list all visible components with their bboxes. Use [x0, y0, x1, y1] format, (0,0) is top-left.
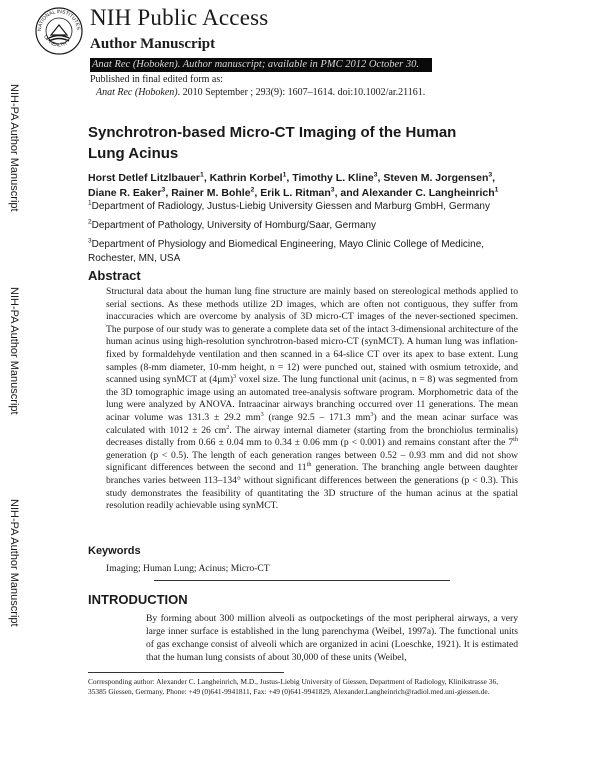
affiliation-3: $^3$Department of Physiology and Biomedical Engineering, Mayo Clinic College of Medicine, Rochester, MN, USA	[88, 237, 485, 264]
keywords-heading: Keywords	[88, 545, 141, 557]
affiliation-2: $^2$Department of Pathology, University of Homburg/Saar, Germany	[88, 218, 377, 231]
seal-text-top: NATIONAL INSTITUTES	[36, 8, 82, 32]
sidebar-label-bottom: NIH-PA Author Manuscript	[8, 499, 20, 627]
footnote-divider	[88, 672, 284, 673]
author-affiliation-mark: 1	[282, 171, 287, 179]
author-name: Erik L. Ritman	[260, 187, 331, 199]
sidebar-label-middle: NIH-PA Author Manuscript	[8, 287, 20, 415]
author-manuscript-label: Author Manuscript	[90, 36, 216, 52]
section-divider	[154, 580, 450, 581]
abstract-superscript: 3	[260, 410, 264, 418]
nih-public-access-title: NIH Public Access	[90, 5, 269, 30]
keywords: Imaging; Human Lung; Acinus; Micro-CT	[106, 563, 270, 574]
author-name: Steven M. Jorgensen	[383, 172, 489, 184]
abstract-superscript: th	[513, 435, 518, 443]
abstract-body: Structural data about the human lung fine structure are mainly based on stereological methods applied to serial sections. As these methods utilize 2D images, which are often not contiguous, they suffer from inaccuracies which are overcome by analysis of 3D micro-CT images of the never-sectioned specimen. The purpose of our study was to generate a complete data set of the intact 3-dimensional architecture of the human acinus using high-resolution synchrotron-based micro-CT (synMCT). A human lung was inflation-fixed by formaldehyde ventilation and then scanned in a 64-slice CT over its apex to base extent. Lung samples (8-mm diameter, 10-mm height, n = 12) were punched out, stained with osmium tetroxide, and scanned using synMCT at $(4\mu m)^3$ voxel size. The lung functional unit (acinus, n = 8) was segmented from the 3D tomographic image using an automated tree-analysis software program. Morphometric data of the lung were analyzed by ANOVA. Intraacinar airways branching occurred over 11 generations. The mean acinar volume was 131.3 ± 29.2 $mm^3$ (range 92.5 – 171.3 $mm^3$) and the mean acinar surface was calculated with 1012 ± 26 $cm^2$. The airway internal diameter (starting from the bronchiolus terminalis) decreases distally from 0.66 ± 0.04 mm to 0.34 ± 0.06 mm (p < 0.001) and remains constant after the 7th generation (p < 0.5). The length of each generation ranges between 0.52 – 0.93 mm and did not show significant differences between the second and 11th generation. The branching angle between daughter branches varies between 113–134° without significant differences between the generations (p < 0.3). This study demonstrates the feasibility of quantitating the 3D structure of the human acinus at the spatial resolution readily achievable using synMCT.	[106, 286, 518, 512]
journal-name: Anat Rec (Hoboken)	[96, 87, 178, 98]
sidebar-label-top: NIH-PA Author Manuscript	[8, 84, 20, 212]
author-name: Rainer M. Bohle	[171, 187, 251, 199]
abstract-heading: Abstract	[88, 268, 141, 283]
author-name: Alexander C. Langheinrich	[361, 187, 495, 199]
author-affiliation-mark: 1	[494, 186, 499, 194]
author-affiliation-mark: 3	[373, 171, 378, 179]
availability-banner	[90, 58, 432, 72]
author-affiliation-mark: 3	[488, 171, 493, 179]
citation-rest: . 2010 September ; 293(9): 1607–1614. doi:10.1002/ar.21161.	[177, 87, 426, 98]
abstract-superscript: 3	[233, 372, 237, 380]
abstract-superscript: 3	[370, 410, 374, 418]
author-affiliation-mark: 3	[161, 186, 166, 194]
published-label: Published in final edited form as:	[90, 74, 224, 85]
seal-text-bottom: OF HEALTH	[42, 34, 68, 49]
author-name: Kathrin Korbel	[209, 172, 283, 184]
author-name: Timothy L. Kline	[292, 172, 374, 184]
author-affiliation-mark: 2	[250, 186, 255, 194]
author-list: Horst Detlef Litzlbauer$^1$, Kathrin Korbel$^1$, Timothy L. Kline$^3$, Steven M. Jorgensen$^3$, Diane R. Eaker$^3$, Rainer M. Bohle$^2$, Erik L. Ritman$^3$, and Alexander C. Langheinrich$^1$	[88, 171, 499, 199]
article-title: Synchrotron-based Micro-CT Imaging of the Human Lung Acinus	[88, 124, 457, 162]
citation	[96, 87, 425, 98]
abstract-superscript: th	[306, 461, 312, 469]
affiliation-1: $^1$Department of Radiology, Justus-Liebig University Giessen and Marburg GmbH, Germany	[88, 199, 490, 212]
availability-text: Anat Rec (Hoboken). Author manuscript; available in PMC 2012 October 30.	[92, 59, 419, 70]
abstract-superscript: 2	[226, 423, 230, 431]
introduction-heading: INTRODUCTION	[88, 592, 188, 607]
author-affiliation-mark: 3	[330, 186, 335, 194]
author-name: Horst Detlef Litzlbauer	[88, 172, 201, 184]
author-affiliation-mark: 1	[200, 171, 204, 179]
correspondence-footnote: Corresponding author: Alexander C. Langheinrich, M.D., Justus-Liebig University of Giessen, Department of Radiology, Klinikstrasse 36, 35385 Giessen, Germany, Phone: +49 (0)641-9941811, Fax: +49 (0)641-9941829, Alexander.Langheinrich@radiol.med.uni-giessen.de.	[88, 677, 499, 696]
introduction-body: By forming about 300 million alveoli as outpocketings of the most peripheral airways, a very large inner surface is established in the lung parenchyma (Weibel, 1997a). The functional units of gas exchange consist of alveoli which are organized in acini (Loeschke, 1921). It is estimated that the human lung consists of about 30,000 of these units (Weibel,	[146, 613, 518, 663]
author-name: Diane R. Eaker	[88, 187, 162, 199]
nih-seal-logo	[34, 6, 84, 56]
